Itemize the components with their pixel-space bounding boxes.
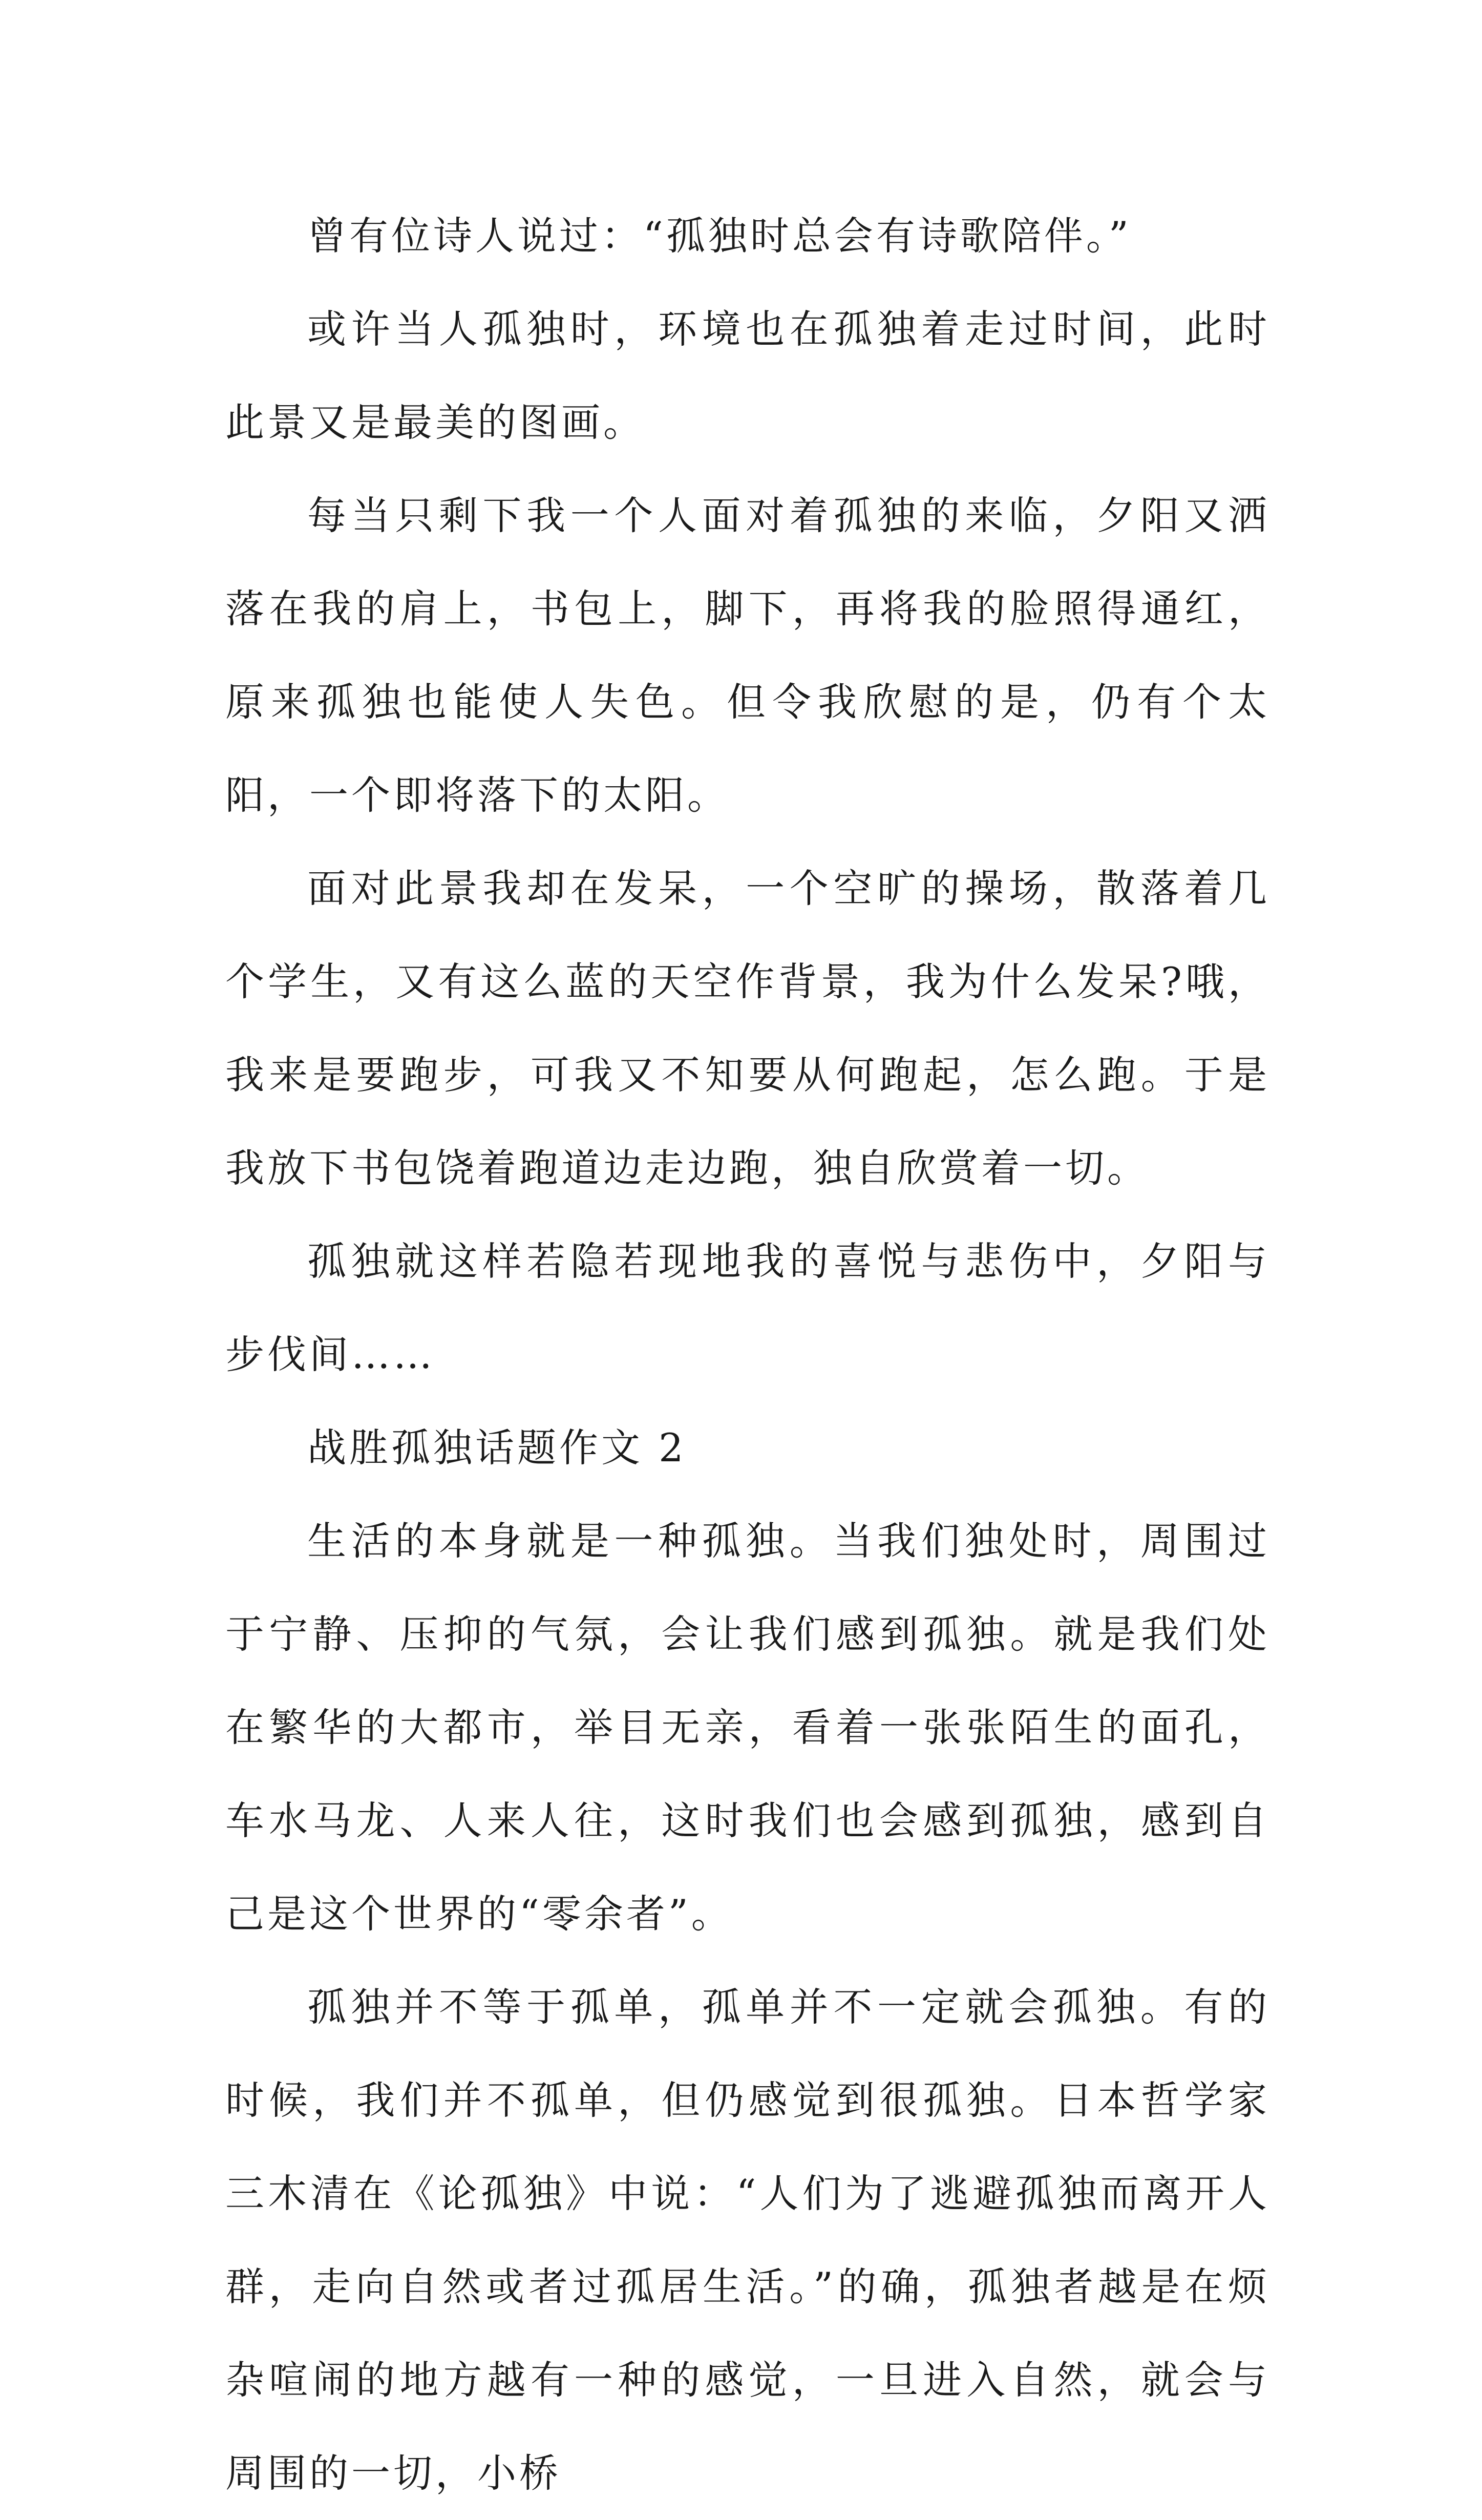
paragraph: 孤独就这样若隐若现地我的喜悦与悲伤中，夕阳与步伐间……: [225, 1238, 1270, 1377]
paragraph: 曾有位诗人说过：“孤独时总会有诗歌陪伴。”: [307, 213, 1132, 259]
section-heading: 战胜孤独话题作文 2: [307, 1425, 687, 1471]
paragraph: 面对此景我却在发呆，一个空旷的操场，散落着几个学生，又有这么蓝的天空作背景，我为什么发呆?哦，我来是要跑步，可我又不知要从何跑起，怎么跑。于是我放下书包饶着跑道边走边跑，独自欣赏着一切。: [225, 866, 1270, 1191]
paragraph: 或许当人孤独时，环境也在孤独着走过时间，此时此景又是最美的图画。: [225, 306, 1270, 445]
document-body: [225, 190, 1270, 2520]
paragraph: 每当只剩下我一个人面对着孤独的来临，夕阳又洒落在我的肩上，书包上，脚下，再将我的脸照得通红，原来孤独也能使人失色。但令我欣慰的是，仍有个太阳，一个即将落下的太阳。: [225, 493, 1270, 818]
paragraph: 孤独并不等于孤单，孤单并不一定就会孤独。有的时候，我们并不孤单，但仍感觉到很孤独。日本哲学家三木清在《论孤独》中说：“人们为了逃避孤独而离开人群，走向自然或者过孤居生活。”的确，孤独者越是在烦杂喧闹的地方越有一种的感觉，一旦进入自然，就会与周围的一切，小桥: [225, 1984, 1270, 2496]
paragraph: 生活的本身就是一种孤独。当我们独处时，周围过于宁静、压抑的气氛，会让我们感到孤独。就是我们处在繁华的大都市，举目无亲，看着一张张陌生的面孔，车水马龙、人来人往，这时我们也会感到孤独，感到自己是这个世界的“零余者”。: [225, 1518, 1270, 1937]
